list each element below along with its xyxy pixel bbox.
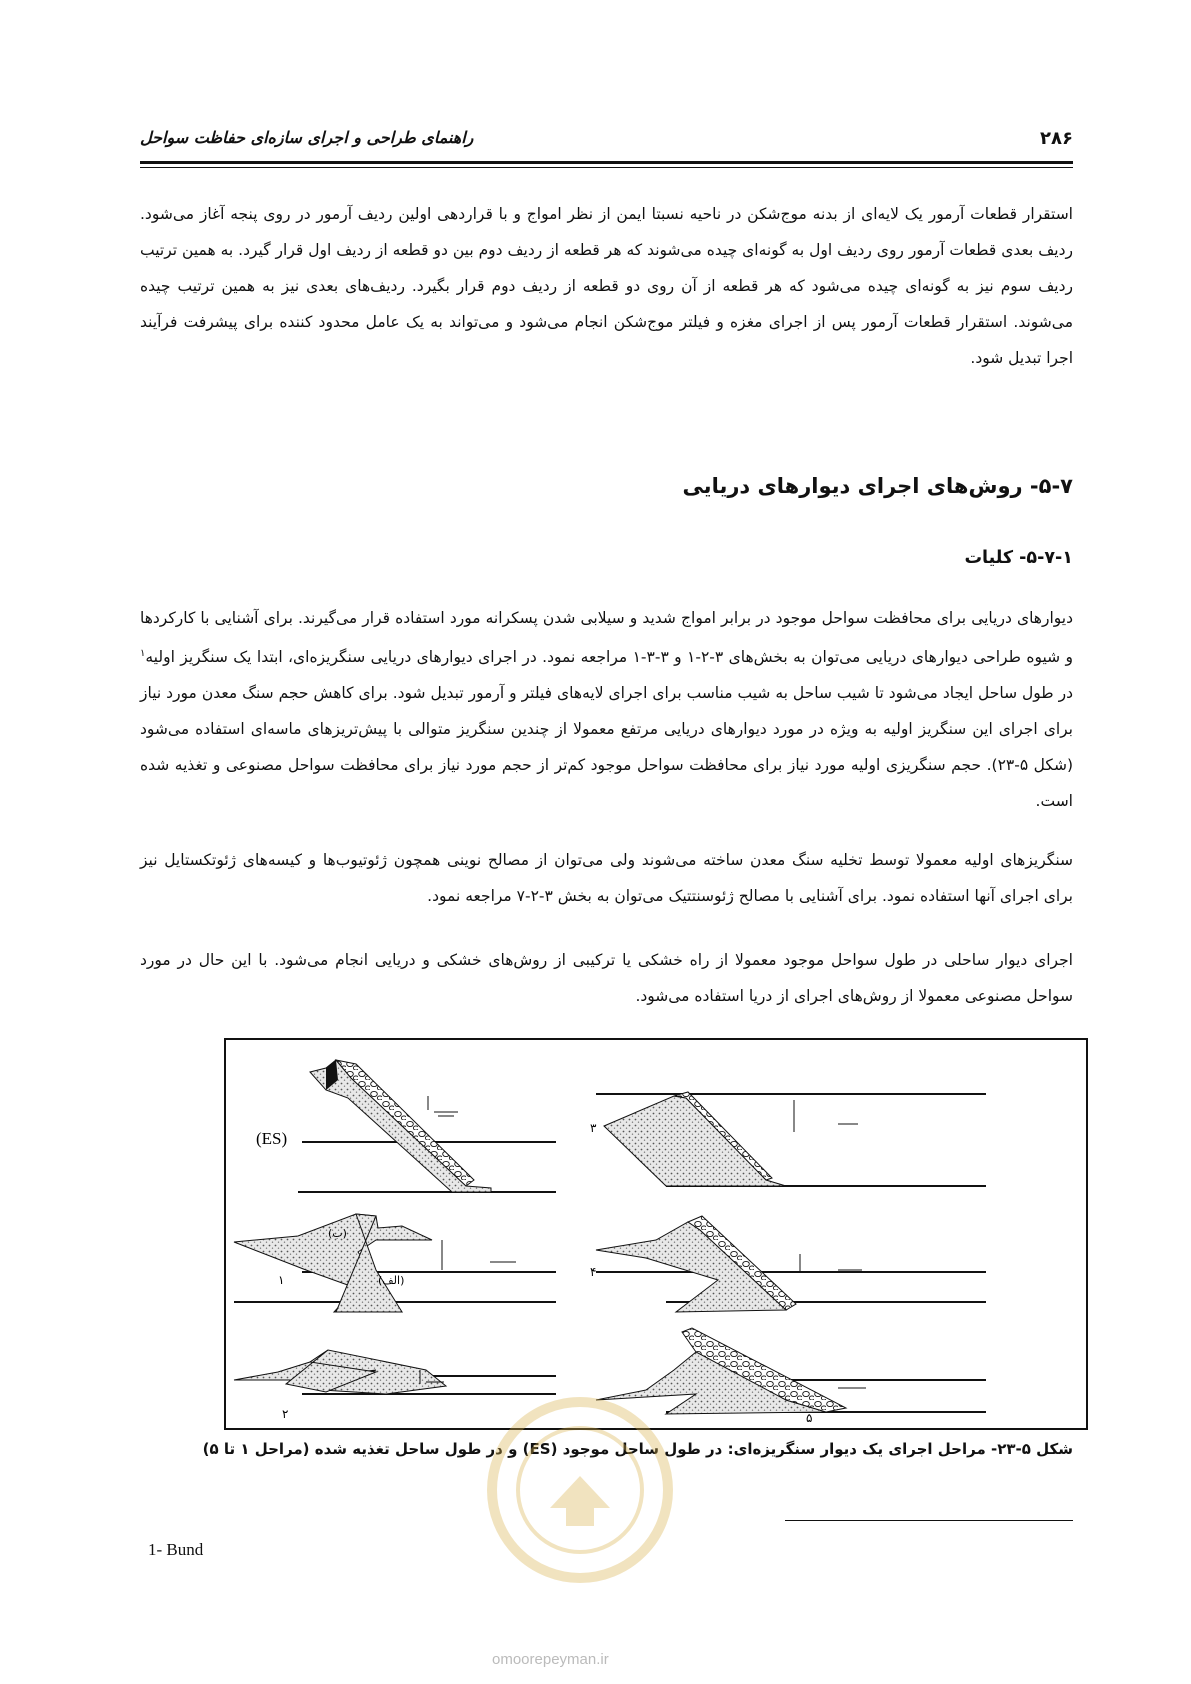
footnote-rule <box>785 1520 1073 1521</box>
label-stage-3: ۳ <box>590 1121 597 1135</box>
figure-caption: شکل ۵-۲۳- مراحل اجرای یک دیوار سنگریزه‌ای: در طول ساحل موجود (ES) و در طول ساحل تغذیه شده (مراحل ۱ تا ۵) <box>202 1440 1073 1458</box>
figure-construction-stages <box>224 1038 1088 1430</box>
page-header <box>140 128 1073 168</box>
label-es: (ES) <box>256 1129 288 1148</box>
panel-stage-3 <box>590 1092 986 1186</box>
watermark-url: omoorepeyman.ir <box>492 1651 609 1668</box>
label-stage-1: ۱ <box>278 1273 285 1287</box>
paragraph-1-part-b: در طول ساحل ایجاد می‌شود تا شیب ساحل به شیب مناسب برای اجرای لایه‌های فیلتر و آرمور تبدیل شود. برای کاهش حجم سنگ معدن مورد نیاز برای اجرای این سنگریز اولیه به ویژه در مورد دیوارهای دریایی مرتفع معمولا از چندین سنگریز متوالی با پیش‌تریزهای ماسه‌ای استفاده می‌شود (شکل ۵-۲۳). حجم سنگریزی اولیه مورد نیاز برای محافظت سواحل موجود کم‌تر از حجم مورد نیاز برای محافظت سواحل مصنوعی و تغذیه شده است. <box>140 684 1074 811</box>
subsection-heading: ۵-۷-۱- کلیات <box>964 548 1073 568</box>
figure-drawing <box>226 1040 1086 1428</box>
zone-label-b: (ب) <box>328 1227 347 1240</box>
label-stage-2: ۲ <box>282 1407 289 1421</box>
paragraph-1-part-a: دیوارهای دریایی برای محافظت سواحل موجود در برابر امواج شدید و سیلابی شدن پسکرانه مورد استفاده قرار می‌گیرند. برای آشنایی با کارکردها و شیوه طراحی دیوارهای دریایی می‌توان به بخش‌های ۳-۲-۱ و ۳-۳-۱ مراجعه نمود. در اجرای دیوارهای دریایی سنگریزه‌ای، ابتدا یک سنگریز اولیه <box>140 609 1074 667</box>
header-rule-thick <box>140 161 1073 164</box>
label-stage-5: ۵ <box>806 1411 813 1425</box>
footnote: 1- Bund <box>148 1540 204 1559</box>
body-paragraph-1 <box>140 600 1073 819</box>
label-stage-4: ۴ <box>590 1265 597 1279</box>
header-rule-thin <box>140 167 1073 168</box>
page-number: ۲۸۶ <box>1040 128 1073 149</box>
body-paragraph-2: سنگریزهای اولیه معمولا توسط تخلیه سنگ معدن ساخته می‌شوند ولی می‌توان از مصالح نوینی همچون ژئوتیوب‌ها و کیسه‌های ژئوتکستایل نیز برای اجرای آنها استفاده نمود. برای آشنایی با مصالح ژئوسنتتیک می‌توان به بخش ۳-۲-۷ مراجعه نمود. <box>140 851 1073 905</box>
watermark-seal-icon <box>480 1380 680 1600</box>
footnote-marker: ۱ <box>140 648 146 659</box>
panel-es <box>256 1060 556 1192</box>
panel-stage-1 <box>234 1214 556 1312</box>
zone-label-a: (الف) <box>378 1274 405 1287</box>
panel-stage-4 <box>590 1216 986 1312</box>
section-heading: ۵-۷- روش‌های اجرای دیوارهای دریایی <box>682 474 1073 498</box>
body-paragraph-3: اجرای دیوار ساحلی در طول سواحل موجود معمولا از راه خشکی یا ترکیبی از روش‌های خشکی و دریایی انجام می‌شود. با این حال در مورد سواحل مصنوعی معمولا از روش‌های اجرای از دریا استفاده می‌شود. <box>140 951 1073 1005</box>
book-title: راهنمای طراحی و اجرای سازه‌ای حفاظت سواحل <box>140 128 474 147</box>
intro-paragraph: استقرار قطعات آرمور یک لایه‌ای از بدنه موج‌شکن در ناحیه نسبتا ایمن از نظر امواج و با قراردهی اولین ردیف آرمور در روی پنجه آغاز می‌شود. ردیف بعدی قطعات آرمور روی ردیف اول به گونه‌ای چیده می‌شوند که هر قطعه از ردیف دوم بین دو قطعه از ردیف اول قرار گیرد. به همین ترتیب ردیف سوم نیز به گونه‌ای چیده می‌شود که هر قطعه از آن روی دو قطعه از ردیف دوم قرار بگیرد. ردیف‌های بعدی نیز به همین ترتیب چیده می‌شوند. استقرار قطعات آرمور پس از اجرای مغزه و فیلتر موج‌شکن انجام می‌شود و می‌تواند به یک عامل محدود کننده برای پیشرفت فرآیند اجرا تبدیل شود. <box>140 205 1073 367</box>
